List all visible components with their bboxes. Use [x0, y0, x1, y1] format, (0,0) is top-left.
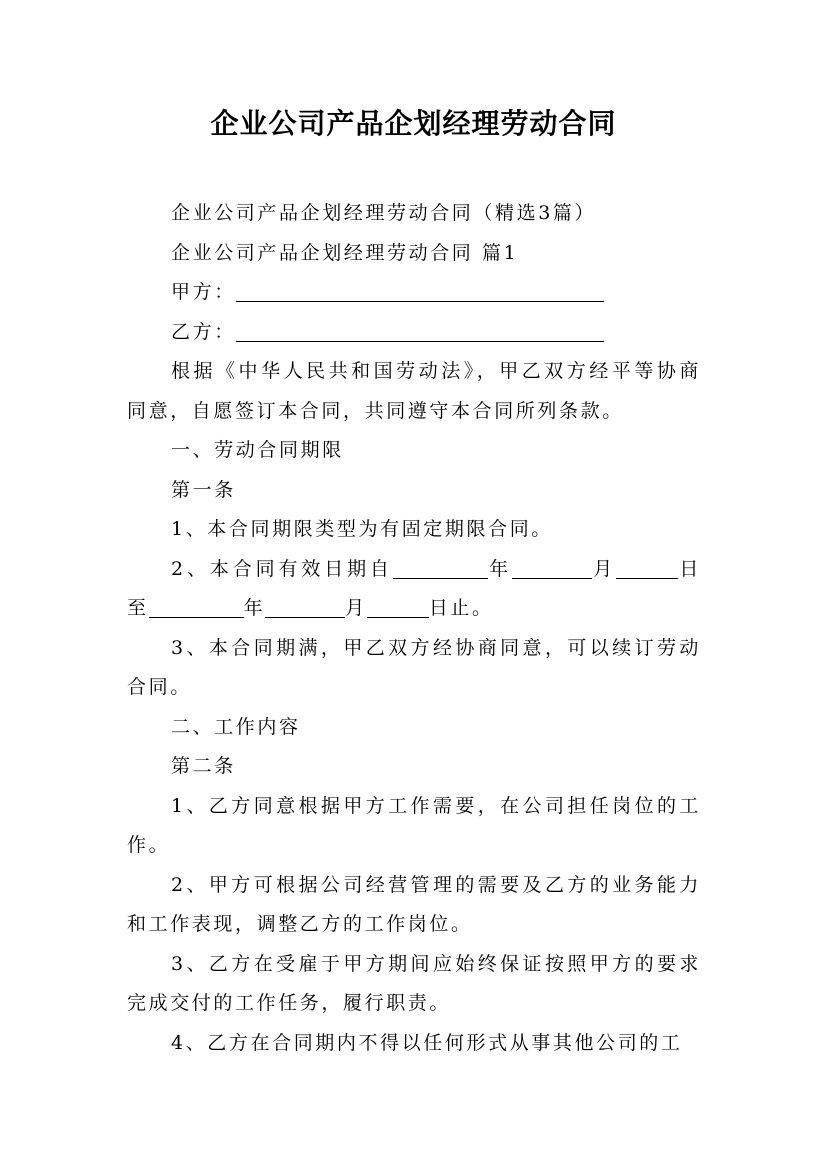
year-label: 年 — [487, 557, 512, 580]
party-b-label: 乙方： — [171, 320, 236, 343]
article-1-heading: 第一条 — [171, 478, 236, 501]
article-2-clause-2: 2、甲方可根据公司经营管理的需要及乙方的业务能力和工作表现，调整乙方的工作岗位。 — [127, 873, 701, 935]
party-a-blank — [236, 281, 604, 302]
party-b-blank — [236, 321, 604, 342]
party-a-line — [127, 273, 701, 313]
intro-paragraph: 根据《中华人民共和国劳动法》，甲乙双方经平等协商同意，自愿签订本合同，共同遵守本合同所列条款。 — [127, 360, 701, 422]
day-label: 日 — [678, 557, 701, 580]
article-1-clause-3: 3、本合同期满，甲乙双方经协商同意，可以续订劳动合同。 — [127, 636, 701, 698]
month-label: 月 — [591, 557, 617, 580]
subtitle-line: 企业公司产品企划经理劳动合同（精选3篇） — [171, 202, 597, 224]
party-a-label: 甲方： — [171, 281, 236, 303]
document-body — [127, 194, 701, 1063]
end-day-blank — [367, 597, 429, 618]
article-1-clause-2 — [127, 550, 701, 629]
article-1-clause-1: 1、本合同期限类型为有固定期限合同。 — [171, 518, 553, 540]
to-label: 至 — [127, 597, 149, 619]
clause-2-text: 2、本合同有效日期自 — [171, 557, 393, 580]
day-end-label: 日止。 — [428, 597, 494, 619]
section-1-heading: 一、劳动合同期限 — [171, 439, 344, 461]
month-label-2: 月 — [345, 597, 367, 619]
start-month-blank — [512, 558, 592, 579]
end-year-blank — [149, 597, 244, 618]
article-2-clause-1: 1、乙方同意根据甲方工作需要，在公司担任岗位的工作。 — [127, 794, 701, 856]
party-b-line — [127, 313, 701, 353]
end-month-blank — [265, 597, 345, 618]
start-year-blank — [393, 558, 488, 579]
start-day-blank — [616, 558, 678, 579]
year-label-2: 年 — [243, 597, 266, 619]
article-2-clause-4: 4、乙方在合同期内不得以任何形式从事其他公司的工 — [171, 1031, 683, 1054]
part-heading: 企业公司产品企划经理劳动合同 篇1 — [171, 241, 519, 264]
document-title: 企业公司产品企划经理劳动合同 — [210, 107, 617, 140]
article-2-heading: 第二条 — [171, 755, 236, 777]
article-2-clause-3: 3、乙方在受雇于甲方期间应始终保证按照甲方的要求完成交付的工作任务，履行职责。 — [127, 952, 701, 1014]
section-2-heading: 二、工作内容 — [171, 715, 301, 738]
